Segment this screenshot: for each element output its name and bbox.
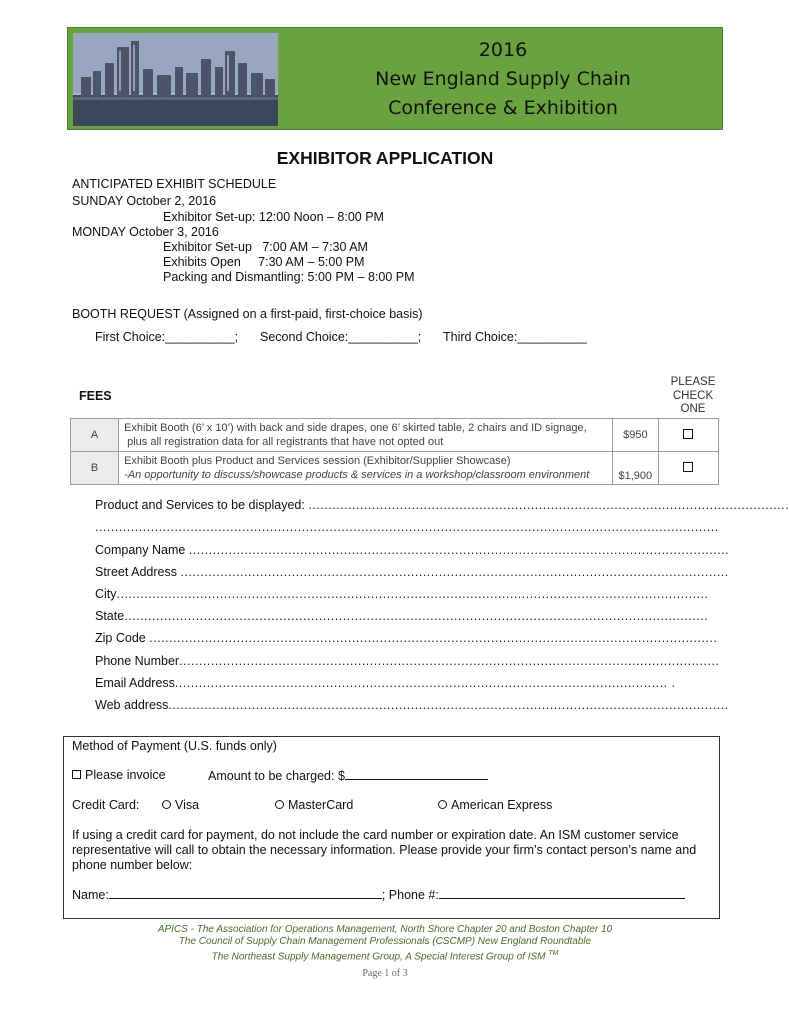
company-name-field[interactable]	[95, 543, 730, 558]
fee-option-a: A	[71, 419, 119, 452]
fill-line: ............................................................................................................................ .	[174, 676, 676, 690]
city-label: City	[95, 587, 117, 601]
web-address-field[interactable]	[95, 698, 729, 713]
check-head-line-3: ONE	[680, 403, 706, 415]
check-head-line-2: CHECK	[672, 389, 714, 402]
email-address-field[interactable]	[95, 676, 682, 691]
fee-description	[119, 419, 613, 452]
fill-line: .........................................................................................................................	[308, 498, 789, 512]
zip-code-field[interactable]	[95, 631, 718, 646]
checkbox-icon[interactable]	[72, 770, 81, 779]
fee-price: $1,900	[612, 452, 658, 485]
page-title: EXHIBITOR APPLICATION	[276, 148, 494, 168]
check-one-header	[664, 376, 722, 417]
radio-icon[interactable]	[275, 800, 284, 809]
contact-name-field[interactable]	[72, 887, 685, 903]
web-address-label: Web address	[95, 698, 169, 712]
street-address-field[interactable]	[95, 565, 729, 580]
american-express-option[interactable]	[438, 798, 552, 813]
fill-line: ........................................................................................................................................	[188, 543, 730, 557]
mastercard-label: MasterCard	[288, 798, 354, 812]
trademark-mark: TM	[548, 950, 559, 957]
schedule-day-1: SUNDAY October 2, 2016	[72, 194, 217, 208]
fill-line: ...............................................................................................................................................	[149, 631, 718, 645]
please-invoice-label: Please invoice	[85, 768, 166, 782]
footer-line-2: The Council of Supply Chain Management Professionals (CSCMP) New England Roundtable	[178, 936, 592, 947]
fee-checkbox[interactable]	[658, 419, 718, 452]
fee-row	[71, 452, 719, 485]
fee-description	[119, 452, 613, 485]
city-field[interactable]	[95, 587, 709, 602]
schedule-day-1-item: Exhibitor Set-up: 12:00 Noon – 8:00 PM	[163, 210, 384, 224]
fill-line: .............................................................................................................................................................	[95, 520, 719, 534]
payment-note-line-1: If using a credit card for payment, do not include the card number or expiration date. An ISM customer service	[72, 828, 679, 842]
first-choice-field[interactable]: First Choice:__________;	[95, 330, 239, 344]
check-head-line-1: PLEASE	[670, 376, 716, 388]
footer-line-1: APICS - The Association for Operations Management, North Shore Chapter 20 and Boston Chapter 10	[157, 924, 613, 935]
banner-line-3: Conference & Exhibition	[388, 97, 618, 119]
fee-description-line: plus all registration data for all registrants that have not opted out	[124, 436, 444, 448]
fill-line: ........................................................................................................................................	[179, 654, 720, 668]
fill-line: .....................................................................................................................................................	[116, 587, 709, 601]
contact-name-label: Name:	[72, 888, 109, 902]
schedule-day-2-item-3: Packing and Dismantling: 5:00 PM – 8:00 PM	[163, 270, 415, 284]
second-choice-field[interactable]: Second Choice:__________;	[260, 330, 422, 344]
visa-label: Visa	[175, 798, 200, 812]
schedule-title: ANTICIPATED EXHIBIT SCHEDULE	[72, 177, 277, 191]
fee-option-b: B	[71, 452, 119, 485]
schedule-day-2-item-2: Exhibits Open 7:30 AM – 5:00 PM	[163, 255, 365, 269]
fee-checkbox[interactable]	[658, 452, 718, 485]
banner-title	[293, 36, 713, 123]
credit-card-label: Credit Card:	[72, 798, 140, 812]
radio-icon[interactable]	[162, 800, 171, 809]
company-name-label: Company Name	[95, 543, 186, 557]
fill-line: .............................................................................................................................................	[168, 698, 729, 712]
fill-line: ..........................................................................................................................................	[180, 565, 729, 579]
amount-input-line[interactable]	[345, 768, 488, 780]
american-express-label: American Express	[451, 798, 553, 812]
contact-phone-label: ; Phone #:	[381, 888, 439, 902]
checkbox-icon[interactable]	[683, 462, 693, 472]
fee-price: $950	[612, 419, 658, 452]
fee-description-line: Exhibit Booth (6’ x 10’) with back and side drapes, one 6’ skirted table, 2 chairs and ID signage,	[124, 422, 587, 434]
phone-number-field[interactable]	[95, 654, 720, 669]
email-address-label: Email Address	[95, 676, 175, 690]
radio-icon[interactable]	[438, 800, 447, 809]
zip-code-label: Zip Code	[95, 631, 146, 645]
amount-charged-label: Amount to be charged: $	[208, 769, 345, 783]
street-address-label: Street Address	[95, 565, 177, 579]
payment-title: Method of Payment (U.S. funds only)	[72, 739, 277, 753]
third-choice-field[interactable]: Third Choice:__________	[443, 330, 587, 344]
fees-table	[70, 418, 719, 485]
banner-line-2: New England Supply Chain	[375, 68, 631, 90]
phone-input-line[interactable]	[439, 887, 685, 899]
city-skyline-image	[73, 33, 278, 126]
fee-description-line: -An opportunity to discuss/showcase products & services in a workshop/classroom environment	[124, 469, 590, 481]
conference-banner	[67, 27, 723, 130]
booth-request-title: BOOTH REQUEST (Assigned on a first-paid, first-choice basis)	[72, 307, 423, 321]
fee-description-line: Exhibit Booth plus Product and Services session (Exhibitor/Supplier Showcase)	[124, 455, 511, 467]
name-input-line[interactable]	[109, 887, 382, 899]
schedule-day-2: MONDAY October 3, 2016	[72, 225, 219, 239]
page-number: Page 1 of 3	[362, 968, 408, 979]
footer-line-3-text: The Northeast Supply Management Group, A Special Interest Group of ISM	[211, 951, 546, 963]
schedule-day-2-item-1: Exhibitor Set-up 7:00 AM – 7:30 AM	[163, 240, 368, 254]
mastercard-option[interactable]	[275, 798, 353, 813]
checkbox-icon[interactable]	[683, 429, 693, 439]
state-label: State	[95, 609, 125, 623]
footer-line-3	[0, 948, 770, 963]
banner-year: 2016	[478, 39, 528, 61]
visa-option[interactable]	[162, 798, 199, 813]
fee-row	[71, 419, 719, 452]
payment-note-line-2: representative will call to obtain the necessary information. Please provide your firm’s contact person’s name and	[72, 843, 697, 857]
fees-title: FEES	[79, 389, 112, 403]
phone-number-label: Phone Number	[95, 654, 180, 668]
amount-charged-field[interactable]	[208, 768, 488, 784]
payment-note-line-3: phone number below:	[72, 858, 193, 872]
please-invoice-option[interactable]	[72, 768, 166, 783]
products-field[interactable]	[95, 498, 789, 513]
state-field[interactable]	[95, 609, 709, 624]
products-label: Product and Services to be displayed:	[95, 498, 305, 512]
fill-line: ...................................................................................................................................................	[124, 609, 709, 623]
products-field-continued[interactable]	[95, 520, 719, 535]
